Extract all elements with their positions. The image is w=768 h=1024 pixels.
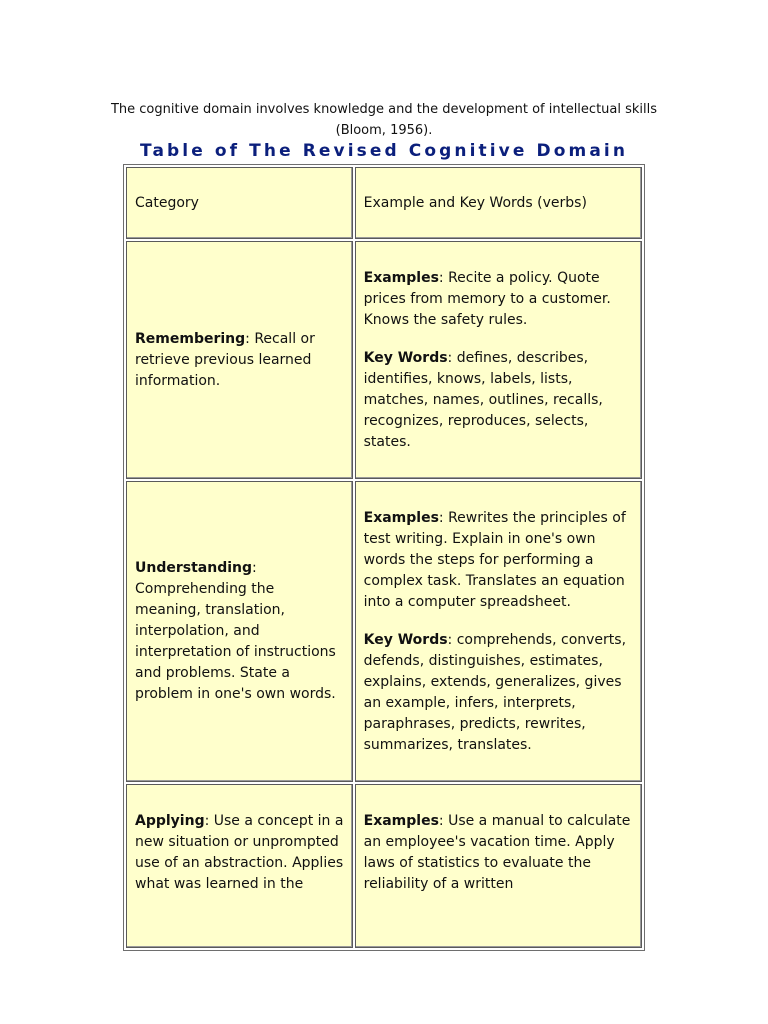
examples-label: Examples — [363, 269, 439, 286]
keywords-text: : comprehends, converts, defends, distinguishes, estimates, explains, extends, generalizes, gives an example, infers, interprets, paraphrases, predicts, rewrites, summarizes, translates. — [363, 631, 627, 753]
examples-text: : Recite a policy. Quote prices from memory to a customer. Knows the safety rules. — [363, 269, 611, 328]
category-cell — [126, 784, 353, 948]
cognitive-domain-table — [123, 164, 645, 951]
examples-text: : Rewrites the principles of test writing. Explain in one's own words the steps for performing a complex task. Translates an equation into a computer spreadsheet. — [363, 509, 626, 610]
table-row — [126, 784, 642, 948]
category-cell — [126, 481, 353, 782]
intro-text — [90, 99, 678, 141]
category-name: Remembering — [135, 330, 246, 347]
examples-cell — [355, 241, 642, 479]
table-header-row — [126, 167, 642, 239]
header-examples: Example and Key Words (verbs) — [355, 167, 642, 239]
table-title: Table of The Revised Cognitive Domain — [139, 141, 629, 161]
keywords-paragraph — [364, 348, 633, 453]
keywords-label: Key Words — [363, 349, 448, 366]
category-description: : Recall or retrieve previous learned information. — [135, 330, 315, 389]
examples-label: Examples — [363, 813, 439, 829]
keywords-label: Key Words — [363, 631, 448, 648]
examples-paragraph — [364, 508, 633, 613]
examples-label: Examples — [363, 509, 439, 526]
keywords-text: : defines, describes, identifies, knows, labels, lists, matches, names, outlines, recalls, recognizes, reproduces, selects, states. — [363, 349, 603, 450]
category-name: Applying — [135, 813, 205, 829]
keywords-paragraph — [364, 630, 633, 756]
table-row — [126, 241, 642, 479]
category-name: Understanding — [135, 560, 253, 576]
examples-paragraph — [364, 811, 633, 895]
intro-line-1: The cognitive domain involves knowledge and the development of intellectual skills — [110, 102, 658, 117]
examples-text: : Use a manual to calculate an employee's vacation time. Apply laws of statistics to evaluate the reliability of a written — [363, 813, 631, 892]
intro-line-2: (Bloom, 1956). — [335, 123, 433, 138]
category-cell — [126, 241, 353, 479]
category-description: : Comprehending the meaning, translation, interpolation, and interpretation of instructions and problems. State a problem in one's own words. — [135, 560, 336, 702]
examples-paragraph — [364, 268, 633, 331]
examples-cell — [355, 481, 642, 782]
header-category: Category — [126, 167, 353, 239]
table-row — [126, 481, 642, 782]
examples-cell — [355, 784, 642, 948]
category-description: : Use a concept in a new situation or unprompted use of an abstraction. Applies what was learned in the — [135, 813, 344, 892]
